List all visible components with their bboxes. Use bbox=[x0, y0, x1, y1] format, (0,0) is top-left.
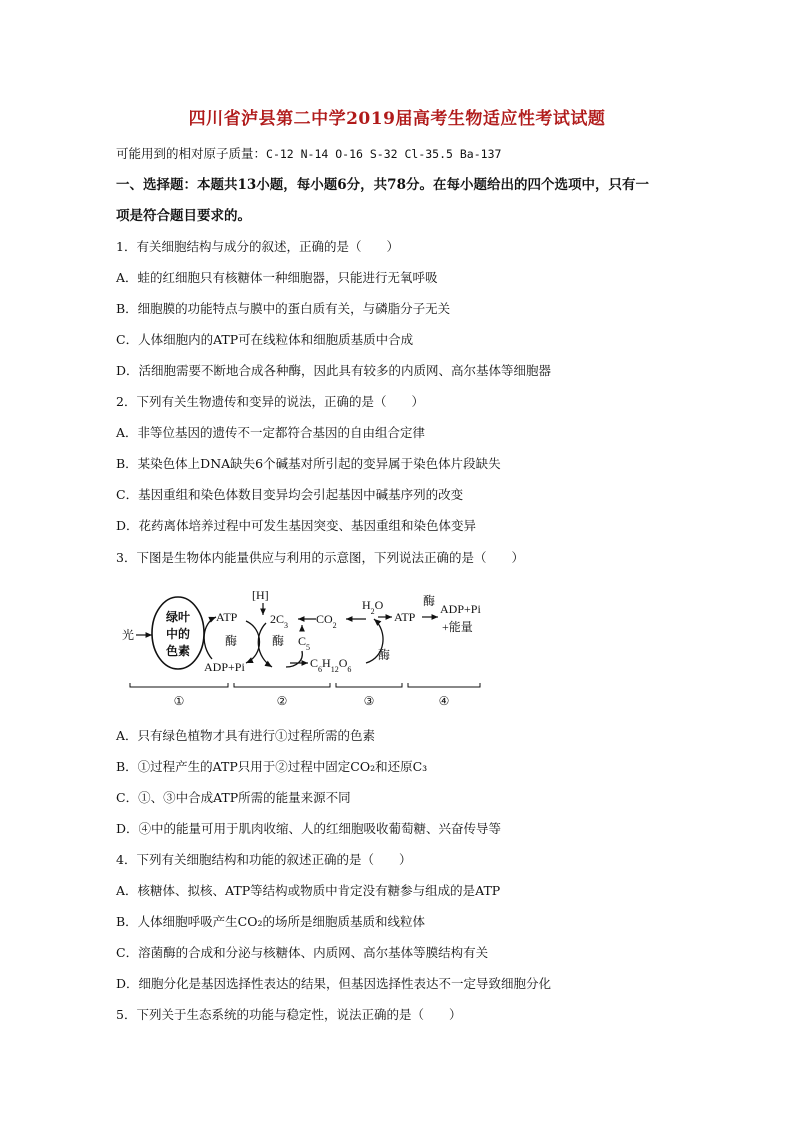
diagram-light-label: 光 bbox=[122, 628, 135, 642]
pigment-label-2: 中的 bbox=[165, 627, 191, 641]
question-2-option-c: C．基因重组和染色体数目变异均会引起基因中碱基序列的改变 bbox=[116, 487, 464, 502]
atomic-masses-line bbox=[116, 146, 501, 162]
question-5-stem: 5．下列关于生态系统的功能与稳定性，说法正确的是（ ） bbox=[116, 1007, 462, 1022]
question-1-option-a: A．蛙的红细胞只有核糖体一种细胞器，只能进行无氧呼吸 bbox=[116, 270, 438, 285]
question-1-stem: 1．有关细胞结构与成分的叙述，正确的是（ ） bbox=[116, 239, 399, 254]
pigment-label-3: 色素 bbox=[165, 644, 191, 658]
question-2-option-a: A．非等位基因的遗传不一定都符合基因的自由组合定律 bbox=[116, 425, 426, 440]
stage-label-3: ③ bbox=[363, 694, 375, 708]
stage-label-2: ② bbox=[276, 694, 288, 708]
enzyme-label-1: 酶 bbox=[225, 634, 238, 648]
cycle-arrow-2a bbox=[258, 623, 272, 667]
stage-label-4: ④ bbox=[438, 694, 450, 708]
question-3-option-b: B．①过程产生的ATP只用于②过程中固定CO₂和还原C₃ bbox=[116, 759, 428, 774]
question-3-option-d: D．④中的能量可用于肌肉收缩、人的红细胞吸收葡萄糖、兴奋传导等 bbox=[116, 821, 502, 836]
c5-label: $C_5$ bbox=[298, 634, 311, 652]
bracket-3 bbox=[336, 683, 402, 687]
co2-label: $CO_2$ bbox=[316, 612, 337, 630]
atomic-masses-values: C-12 N-14 O-16 S-32 Cl-35.5 Ba-137 bbox=[266, 147, 502, 161]
section-heading-line2: 项是符合题目要求的。 bbox=[116, 208, 251, 224]
question-4-option-d: D．细胞分化是基因选择性表达的结果，但基因选择性表达不一定导致细胞分化 bbox=[116, 976, 552, 991]
question-3-option-a: A．只有绿色植物才具有进行①过程所需的色素 bbox=[116, 728, 376, 743]
atp-label-right: ATP bbox=[394, 610, 416, 624]
cycle-arrow-2b bbox=[286, 651, 302, 667]
question-1-option-c: C．人体细胞内的ATP可在线粒体和细胞质基质中合成 bbox=[116, 332, 414, 347]
question-4-option-a: A．核糖体、拟核、ATP等结构或物质中肯定没有糖参与组成的是ATP bbox=[116, 883, 501, 898]
question-2-option-b: B．某染色体上DNA缺失6个碱基对所引起的变异属于染色体片段缺失 bbox=[116, 456, 501, 471]
adp-pi-right: ADP+Pi bbox=[440, 602, 481, 616]
question-4-stem: 4．下列有关细胞结构和功能的叙述正确的是（ ） bbox=[116, 852, 412, 867]
bracket-2 bbox=[234, 683, 330, 687]
atp-label-left: ATP bbox=[216, 610, 238, 624]
energy-cycle-diagram bbox=[116, 587, 496, 713]
page-title: 四川省泸县第二中学2019届高考生物适应性考试试题 bbox=[188, 109, 606, 129]
pigment-label-1: 绿叶 bbox=[165, 610, 191, 624]
enzyme-label-2: 酶 bbox=[272, 634, 285, 648]
bracket-1 bbox=[130, 683, 228, 687]
question-1-option-d: D．活细胞需要不断地合成各种酶，因此具有较多的内质网、高尔基体等细胞器 bbox=[116, 363, 552, 378]
section-heading-line1: 一、选择题：本题共13小题，每小题6分，共78分。在每小题给出的四个选项中，只有一 bbox=[116, 177, 649, 193]
h2o-label: $H_2O$ bbox=[362, 598, 384, 616]
question-3-stem: 3．下图是生物体内能量供应与利用的示意图，下列说法正确的是（ ） bbox=[116, 550, 524, 565]
question-3-option-c: C．①、③中合成ATP所需的能量来源不同 bbox=[116, 790, 351, 805]
question-4-option-c: C．溶菌酶的合成和分泌与核糖体、内质网、高尔基体等膜结构有关 bbox=[116, 945, 489, 960]
enzyme-label-3: 酶 bbox=[378, 648, 391, 662]
stage-label-1: ① bbox=[173, 694, 185, 708]
cycle-arrow-1b bbox=[246, 621, 260, 663]
question-2-option-d: D．花药离体培养过程中可发生基因突变、基因重组和染色体变异 bbox=[116, 518, 477, 533]
atomic-masses-label: 可能用到的相对原子质量： bbox=[116, 146, 267, 161]
cycle-arrow-1a bbox=[204, 617, 216, 659]
adp-pi-left: ADP+Pi bbox=[204, 660, 245, 674]
question-1-option-b: B．细胞膜的功能特点与膜中的蛋白质有关，与磷脂分子无关 bbox=[116, 301, 451, 316]
question-4-option-b: B．人体细胞呼吸产生CO₂的场所是细胞质基质和线粒体 bbox=[116, 914, 426, 929]
energy-label: +能量 bbox=[442, 620, 473, 634]
glucose-label: $C_6H_{12}O_6$ bbox=[310, 656, 352, 674]
h-label: [H] bbox=[252, 588, 269, 602]
bracket-4 bbox=[408, 683, 480, 687]
c3-label: $2C_3$ bbox=[270, 612, 289, 630]
question-2-stem: 2．下列有关生物遗传和变异的说法，正确的是（ ） bbox=[116, 394, 424, 409]
enzyme-label-4: 酶 bbox=[423, 594, 436, 608]
